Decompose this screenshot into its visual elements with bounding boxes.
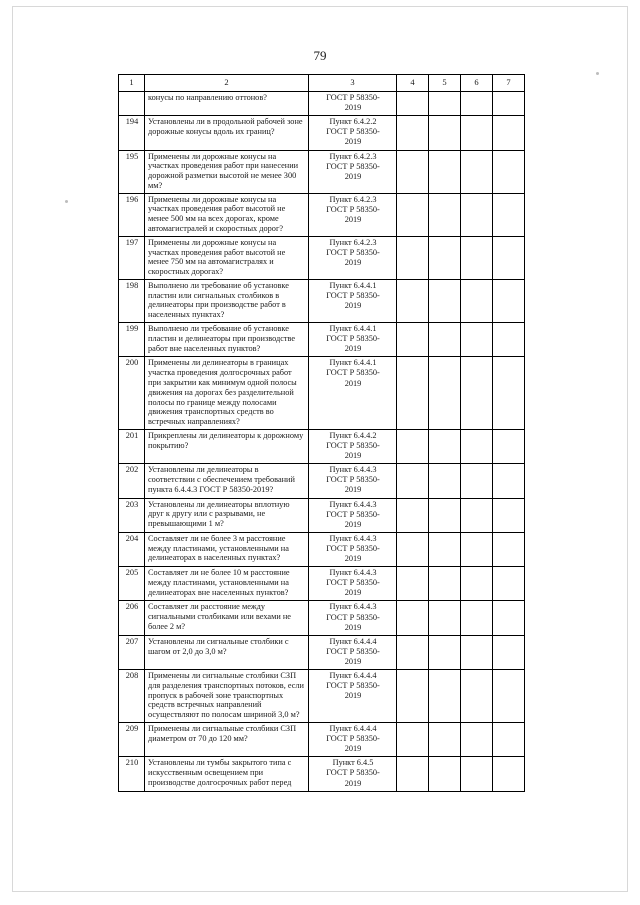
answer-cell[interactable] bbox=[397, 279, 429, 322]
answer-cell[interactable] bbox=[397, 670, 429, 723]
standard-reference bbox=[309, 92, 397, 116]
standard-reference-line: Пункт 6.4.4.4 bbox=[329, 636, 377, 646]
standard-reference-line: 2019 bbox=[344, 301, 362, 311]
page-number: 79 bbox=[313, 48, 327, 63]
question-text: Выполнено ли требование об установке пластин и делинеаторы при производстве работ вне населенных пунктов? bbox=[145, 323, 309, 357]
table-row bbox=[119, 116, 525, 150]
answer-cell[interactable] bbox=[461, 498, 493, 532]
question-text: Установлены ли сигнальные столбики с шагом от 2,0 до 3,0 м? bbox=[145, 635, 309, 669]
answer-cell[interactable] bbox=[397, 723, 429, 757]
standard-reference-line: Пункт 6.4.4.3 bbox=[329, 568, 377, 578]
row-number: 204 bbox=[119, 532, 145, 566]
answer-cell[interactable] bbox=[461, 193, 493, 236]
question-text: Составляет ли не более 3 м расстояние между пластинами, установленными на делинеаторах в населенных пунктах? bbox=[145, 532, 309, 566]
table-row bbox=[119, 150, 525, 193]
question-text: Применены ли дорожные конусы на участках проведения работ при нанесении дорожной разметки высотой не менее 300 мм? bbox=[145, 150, 309, 193]
answer-cell[interactable] bbox=[493, 635, 525, 669]
answer-cell[interactable] bbox=[461, 92, 493, 116]
standard-reference-line: 2019 bbox=[344, 344, 362, 354]
answer-cell[interactable] bbox=[493, 92, 525, 116]
table-row bbox=[119, 567, 525, 601]
standard-reference bbox=[309, 236, 397, 279]
standard-reference-line: ГОСТ Р 58350- bbox=[326, 543, 380, 553]
standard-reference-line: Пункт 6.4.5 bbox=[332, 758, 374, 768]
answer-cell[interactable] bbox=[461, 567, 493, 601]
standard-reference-line: 2019 bbox=[344, 554, 362, 564]
row-number: 197 bbox=[119, 236, 145, 279]
answer-cell[interactable] bbox=[493, 279, 525, 322]
question-text: Выполнено ли требование об установке пластин или сигнальных столбиков в делинеаторы при производстве работ в населенных пунктах? bbox=[145, 279, 309, 322]
answer-cell[interactable] bbox=[397, 150, 429, 193]
column-header: 7 bbox=[493, 75, 525, 92]
row-number: 206 bbox=[119, 601, 145, 635]
answer-cell[interactable] bbox=[493, 670, 525, 723]
standard-reference-line: 2019 bbox=[344, 451, 362, 461]
standard-reference-line: Пункт 6.4.4.1 bbox=[329, 324, 377, 334]
standard-reference-line: ГОСТ Р 58350- bbox=[326, 734, 380, 744]
answer-cell[interactable] bbox=[493, 723, 525, 757]
answer-cell[interactable] bbox=[397, 236, 429, 279]
standard-reference bbox=[309, 193, 397, 236]
answer-cell[interactable] bbox=[461, 236, 493, 279]
table-row bbox=[119, 92, 525, 116]
standard-reference bbox=[309, 635, 397, 669]
answer-cell[interactable] bbox=[397, 532, 429, 566]
answer-cell[interactable] bbox=[461, 279, 493, 322]
table-row bbox=[119, 532, 525, 566]
column-header: 1 bbox=[119, 75, 145, 92]
answer-cell[interactable] bbox=[493, 236, 525, 279]
standard-reference-line: 2019 bbox=[344, 588, 362, 598]
answer-cell[interactable] bbox=[429, 567, 461, 601]
standard-reference bbox=[309, 601, 397, 635]
row-number: 195 bbox=[119, 150, 145, 193]
table-row bbox=[119, 323, 525, 357]
answer-cell[interactable] bbox=[493, 601, 525, 635]
row-number: 203 bbox=[119, 498, 145, 532]
row-number: 198 bbox=[119, 279, 145, 322]
standard-reference-line: 2019 bbox=[344, 657, 362, 667]
row-number: 207 bbox=[119, 635, 145, 669]
row-number: 194 bbox=[119, 116, 145, 150]
question-text: Применены ли дорожные конусы на участках проведения работ высотой не менее 500 мм на всех дорогах, кроме автомагистралей и скоростных дорог? bbox=[145, 193, 309, 236]
answer-cell[interactable] bbox=[397, 193, 429, 236]
question-text: Установлены ли делинеаторы в соответствии с обеспечением требований пункта 6.4.4.3 ГОСТ Р 58350-2019? bbox=[145, 464, 309, 498]
table-row bbox=[119, 236, 525, 279]
standard-reference-line: 2019 bbox=[344, 103, 362, 113]
answer-cell[interactable] bbox=[397, 357, 429, 429]
standard-reference bbox=[309, 150, 397, 193]
answer-cell[interactable] bbox=[493, 193, 525, 236]
standard-reference-line: 2019 bbox=[344, 622, 362, 632]
standard-reference-line: Пункт 6.4.4.3 bbox=[329, 499, 377, 509]
standard-reference bbox=[309, 532, 397, 566]
answer-cell[interactable] bbox=[493, 498, 525, 532]
answer-cell[interactable] bbox=[461, 357, 493, 429]
question-text: Установлены ли в продольной рабочей зоне дорожные конусы вдоль их границ? bbox=[145, 116, 309, 150]
scan-speck bbox=[596, 72, 599, 75]
answer-cell[interactable] bbox=[429, 193, 461, 236]
row-number: 208 bbox=[119, 670, 145, 723]
row-number: 201 bbox=[119, 429, 145, 463]
answer-cell[interactable] bbox=[429, 723, 461, 757]
table-row bbox=[119, 757, 525, 791]
answer-cell[interactable] bbox=[429, 532, 461, 566]
answer-cell[interactable] bbox=[461, 150, 493, 193]
standard-reference-line: ГОСТ Р 58350- bbox=[326, 612, 380, 622]
answer-cell[interactable] bbox=[429, 279, 461, 322]
answer-cell[interactable] bbox=[461, 323, 493, 357]
standard-reference bbox=[309, 723, 397, 757]
row-number: 205 bbox=[119, 567, 145, 601]
standard-reference bbox=[309, 670, 397, 723]
answer-cell[interactable] bbox=[493, 150, 525, 193]
standard-reference-line: ГОСТ Р 58350- bbox=[326, 646, 380, 656]
answer-cell[interactable] bbox=[461, 532, 493, 566]
standard-reference-line: 2019 bbox=[344, 691, 362, 701]
answer-cell[interactable] bbox=[493, 116, 525, 150]
answer-cell[interactable] bbox=[429, 498, 461, 532]
standard-reference-line: 2019 bbox=[344, 485, 362, 495]
standard-reference-line: ГОСТ Р 58350- bbox=[326, 368, 380, 378]
standard-reference-line: Пункт 6.4.2.2 bbox=[329, 117, 377, 127]
answer-cell[interactable] bbox=[493, 429, 525, 463]
row-number: 200 bbox=[119, 357, 145, 429]
answer-cell[interactable] bbox=[461, 464, 493, 498]
standard-reference-line: ГОСТ Р 58350- bbox=[326, 475, 380, 485]
question-text: Установлены ли делинеаторы вплотную друг к другу или с разрывами, не превышающими 1 м? bbox=[145, 498, 309, 532]
table-row bbox=[119, 429, 525, 463]
answer-cell[interactable] bbox=[429, 635, 461, 669]
standard-reference-line: ГОСТ Р 58350- bbox=[326, 204, 380, 214]
table-row bbox=[119, 193, 525, 236]
table-row bbox=[119, 635, 525, 669]
standard-reference bbox=[309, 116, 397, 150]
question-text: Установлены ли тумбы закрытого типа с искусственным освещением при производстве долгосрочных работ перед bbox=[145, 757, 309, 791]
standard-reference-line: ГОСТ Р 58350- bbox=[326, 509, 380, 519]
answer-cell[interactable] bbox=[429, 236, 461, 279]
standard-reference-line: ГОСТ Р 58350- bbox=[326, 93, 380, 102]
standard-reference-line: Пункт 6.4.4.3 bbox=[329, 533, 377, 543]
row-number: 209 bbox=[119, 723, 145, 757]
checklist-table bbox=[118, 74, 525, 792]
row-number: 199 bbox=[119, 323, 145, 357]
column-header: 2 bbox=[145, 75, 309, 92]
answer-cell[interactable] bbox=[429, 670, 461, 723]
table-row bbox=[119, 723, 525, 757]
standard-reference-line: ГОСТ Р 58350- bbox=[326, 440, 380, 450]
question-text: Применены ли сигнальные столбики СЗП для разделения транспортных потоков, если пропуск в рабочей зоне транспортных средств встречных направлений осуществляют по полосам шириной 3,0 м? bbox=[145, 670, 309, 723]
standard-reference bbox=[309, 567, 397, 601]
answer-cell[interactable] bbox=[429, 323, 461, 357]
answer-cell[interactable] bbox=[461, 670, 493, 723]
answer-cell[interactable] bbox=[493, 757, 525, 791]
row-number: 202 bbox=[119, 464, 145, 498]
answer-cell[interactable] bbox=[397, 116, 429, 150]
standard-reference bbox=[309, 279, 397, 322]
table-header-row bbox=[119, 75, 525, 92]
table-row bbox=[119, 601, 525, 635]
answer-cell[interactable] bbox=[429, 757, 461, 791]
standard-reference-line: Пункт 6.4.4.3 bbox=[329, 602, 377, 612]
standard-reference bbox=[309, 357, 397, 429]
row-number bbox=[119, 92, 145, 116]
standard-reference-line: Пункт 6.4.4.1 bbox=[329, 358, 377, 368]
answer-cell[interactable] bbox=[429, 116, 461, 150]
answer-cell[interactable] bbox=[397, 567, 429, 601]
standard-reference-line: Пункт 6.4.2.3 bbox=[329, 151, 377, 161]
standard-reference-line: ГОСТ Р 58350- bbox=[326, 768, 380, 778]
table-row bbox=[119, 670, 525, 723]
question-text: Составляет ли не более 10 м расстояние между пластинами, установленными на делинеаторах вне населенных пунктов? bbox=[145, 567, 309, 601]
answer-cell[interactable] bbox=[493, 464, 525, 498]
answer-cell[interactable] bbox=[429, 150, 461, 193]
answer-cell[interactable] bbox=[429, 357, 461, 429]
standard-reference-line: Пункт 6.4.4.1 bbox=[329, 280, 377, 290]
standard-reference bbox=[309, 429, 397, 463]
answer-cell[interactable] bbox=[461, 601, 493, 635]
answer-cell[interactable] bbox=[397, 429, 429, 463]
table-row bbox=[119, 498, 525, 532]
checklist-table-wrapper bbox=[118, 74, 524, 792]
answer-cell[interactable] bbox=[461, 116, 493, 150]
answer-cell[interactable] bbox=[493, 532, 525, 566]
standard-reference-line: ГОСТ Р 58350- bbox=[326, 681, 380, 691]
answer-cell[interactable] bbox=[429, 464, 461, 498]
standard-reference-line: 2019 bbox=[344, 519, 362, 529]
answer-cell[interactable] bbox=[397, 464, 429, 498]
standard-reference-line: 2019 bbox=[344, 744, 362, 754]
standard-reference-line: 2019 bbox=[344, 137, 362, 147]
standard-reference-line: ГОСТ Р 58350- bbox=[326, 127, 380, 137]
question-text: Применены ли сигнальные столбики СЗП диаметром от 70 до 120 мм? bbox=[145, 723, 309, 757]
answer-cell[interactable] bbox=[397, 635, 429, 669]
standard-reference-line: ГОСТ Р 58350- bbox=[326, 334, 380, 344]
answer-cell[interactable] bbox=[429, 601, 461, 635]
standard-reference-line: 2019 bbox=[344, 258, 362, 268]
row-number: 196 bbox=[119, 193, 145, 236]
standard-reference-line: Пункт 6.4.4.4 bbox=[329, 671, 377, 681]
answer-cell[interactable] bbox=[397, 498, 429, 532]
column-header: 3 bbox=[309, 75, 397, 92]
standard-reference-line: 2019 bbox=[344, 778, 362, 788]
question-text: Применены ли дорожные конусы на участках проведения работ высотой не менее 750 мм на автомагистралях и скоростных дорогах? bbox=[145, 236, 309, 279]
answer-cell[interactable] bbox=[461, 723, 493, 757]
standard-reference bbox=[309, 757, 397, 791]
answer-cell[interactable] bbox=[461, 635, 493, 669]
standard-reference bbox=[309, 464, 397, 498]
standard-reference-line: 2019 bbox=[344, 378, 362, 388]
standard-reference-line: 2019 bbox=[344, 214, 362, 224]
question-text: конусы по направлению оттонов? bbox=[145, 92, 309, 116]
scan-speck bbox=[65, 200, 68, 203]
standard-reference-line: Пункт 6.4.2.3 bbox=[329, 194, 377, 204]
standard-reference-line: Пункт 6.4.2.3 bbox=[329, 237, 377, 247]
column-header: 5 bbox=[429, 75, 461, 92]
standard-reference-line: 2019 bbox=[344, 171, 362, 181]
answer-cell[interactable] bbox=[397, 757, 429, 791]
question-text: Применены ли делинеаторы в границах участка проведения долгосрочных работ при закрытии как минимум одной полосы движения на дорогах без разделительной полосы по границе между полосами движения транспортных средств во встречных направлениях? bbox=[145, 357, 309, 429]
answer-cell[interactable] bbox=[397, 601, 429, 635]
table-row bbox=[119, 464, 525, 498]
row-number: 210 bbox=[119, 757, 145, 791]
standard-reference-line: Пункт 6.4.4.4 bbox=[329, 724, 377, 734]
question-text: Прикреплены ли делинеаторы к дорожному покрытию? bbox=[145, 429, 309, 463]
answer-cell[interactable] bbox=[493, 567, 525, 601]
question-text: Составляет ли расстояние между сигнальными столбиками или вехами не более 2 м? bbox=[145, 601, 309, 635]
standard-reference-line: ГОСТ Р 58350- bbox=[326, 247, 380, 257]
standard-reference-line: ГОСТ Р 58350- bbox=[326, 161, 380, 171]
answer-cell[interactable] bbox=[493, 357, 525, 429]
answer-cell[interactable] bbox=[429, 92, 461, 116]
answer-cell[interactable] bbox=[493, 323, 525, 357]
standard-reference-line: Пункт 6.4.4.3 bbox=[329, 465, 377, 475]
column-header: 6 bbox=[461, 75, 493, 92]
standard-reference bbox=[309, 323, 397, 357]
column-header: 4 bbox=[397, 75, 429, 92]
answer-cell[interactable] bbox=[397, 92, 429, 116]
standard-reference-line: ГОСТ Р 58350- bbox=[326, 578, 380, 588]
table-row bbox=[119, 357, 525, 429]
standard-reference-line: ГОСТ Р 58350- bbox=[326, 291, 380, 301]
answer-cell[interactable] bbox=[461, 429, 493, 463]
standard-reference bbox=[309, 498, 397, 532]
table-row bbox=[119, 279, 525, 322]
answer-cell[interactable] bbox=[397, 323, 429, 357]
answer-cell[interactable] bbox=[429, 429, 461, 463]
standard-reference-line: Пункт 6.4.4.2 bbox=[329, 430, 377, 440]
answer-cell[interactable] bbox=[461, 757, 493, 791]
